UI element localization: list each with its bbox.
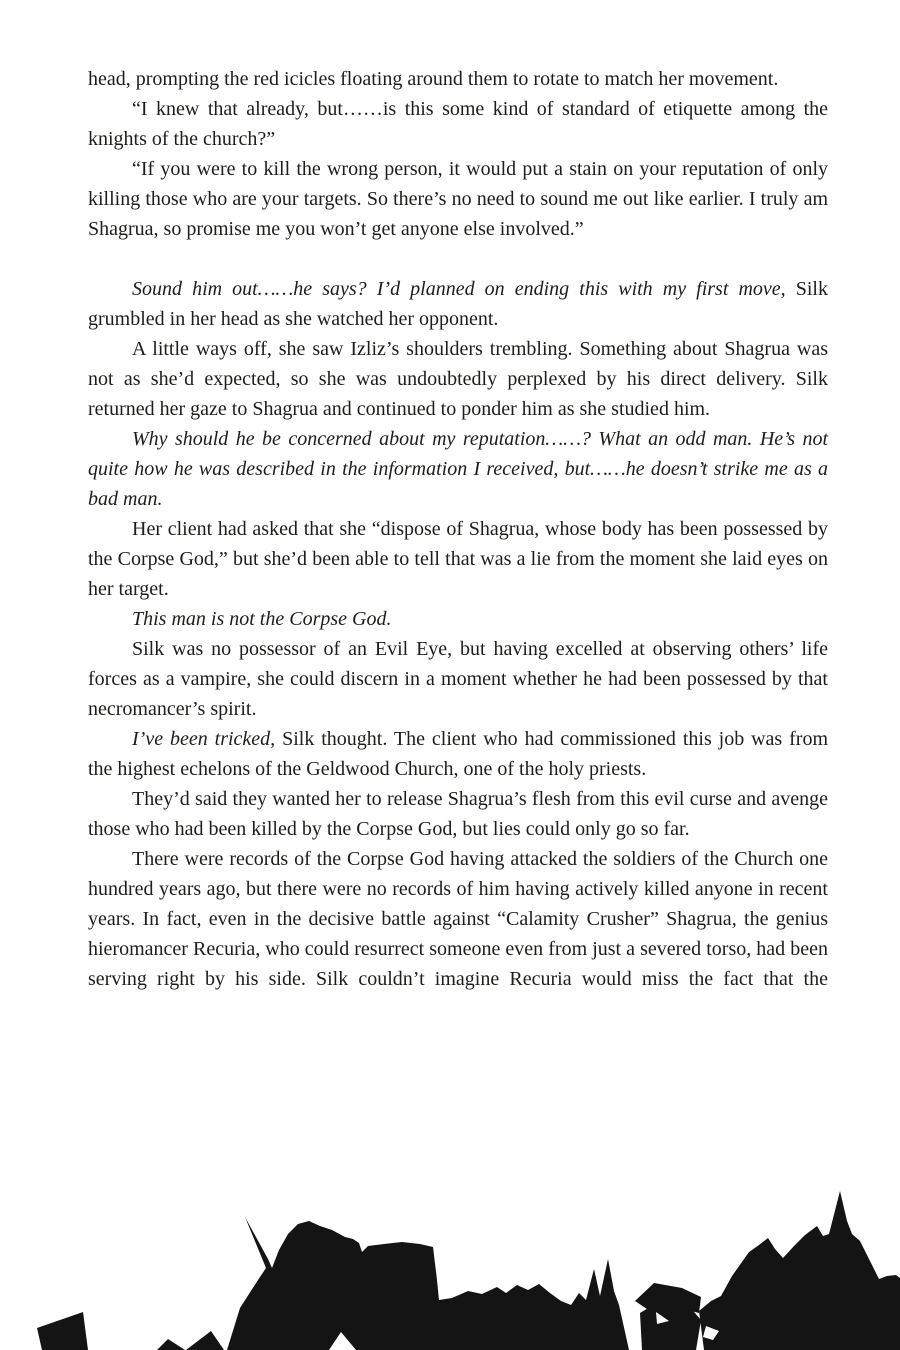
text-segment: “If you were to kill the wrong person, it would put a stain on your reputation of only killing those who are your targets. So there’s no need to sound me out like earlier. I truly am Shagrua, so promise me you won’t get anyone else involved.”	[88, 158, 828, 240]
paragraph	[88, 154, 828, 244]
paragraph	[88, 514, 828, 604]
paragraph	[88, 604, 828, 634]
text-segment: “I knew that already, but……is this some kind of standard of etiquette among the knights of the church?”	[88, 98, 828, 150]
text-segment: There were records of the Corpse God having attacked the soldiers of the Church one hundred years ago, but there were no records of him having actively killed anyone in recent years. In fact, even in the decisive battle against “Calamity Crusher” Shagrua, the genius hieromancer Recuria, who could resurrect someone even from just a severed torso, had been serving right by his side. Silk couldn’t imagine Recuria would miss the fact that the	[88, 848, 828, 990]
italic-text-segment: Sound him out……he says? I’d planned on ending this with my first move,	[132, 278, 786, 300]
paragraph	[88, 274, 828, 334]
text-segment: head, prompting the red icicles floating around them to rotate to match her movement.	[88, 68, 779, 90]
ink-shard	[699, 1191, 900, 1350]
italic-text-segment: This man is not the Corpse God.	[132, 608, 392, 630]
ink-shard	[186, 1331, 224, 1350]
ink-shard	[37, 1312, 88, 1350]
text-segment: A little ways off, she saw Izliz’s shoulders trembling. Something about Shagrua was not as she’d expected, so she was undoubtedly perplexed by his direct delivery. Silk returned her gaze to Shagrua and continued to ponder him as she studied him.	[88, 338, 828, 420]
text-segment: Silk was no possessor of an Evil Eye, but having excelled at observing others’ life forces as a vampire, she could discern in a moment whether he had been possessed by that necromancer’s spirit.	[88, 638, 828, 720]
text-segment: Silk thought. The client who had commissioned this job was from the highest echelons of the Geldwood Church, one of the holy priests.	[88, 728, 829, 780]
paragraph	[88, 724, 828, 784]
paragraph	[88, 844, 828, 994]
jagged-ink-illustration	[0, 1180, 900, 1350]
paragraph	[88, 634, 828, 724]
text-segment: Silk grumbled in her head as she watched her opponent.	[88, 278, 828, 330]
italic-text-segment: I’ve been tricked,	[132, 728, 276, 750]
italic-text-segment: Why should he be concerned about my reputation……? What an odd man. He’s not quite how he was described in the information I received, but……he doesn’t strike me as a bad man.	[88, 428, 828, 510]
ink-shard	[227, 1217, 629, 1350]
paragraph	[88, 334, 828, 424]
ink-shard	[157, 1339, 185, 1350]
text-segment: Her client had asked that she “dispose of Shagrua, whose body has been possessed by the Corpse God,” but she’d been able to tell that was a lie from the moment she laid eyes on her target.	[88, 518, 828, 600]
text-segment: They’d said they wanted her to release Shagrua’s flesh from this evil curse and avenge those who had been killed by the Corpse God, but lies could only go so far.	[88, 788, 828, 840]
paragraph	[88, 94, 828, 154]
paragraph	[88, 64, 828, 94]
page-text	[88, 64, 828, 994]
paragraph	[88, 784, 828, 844]
paragraph	[88, 424, 828, 514]
